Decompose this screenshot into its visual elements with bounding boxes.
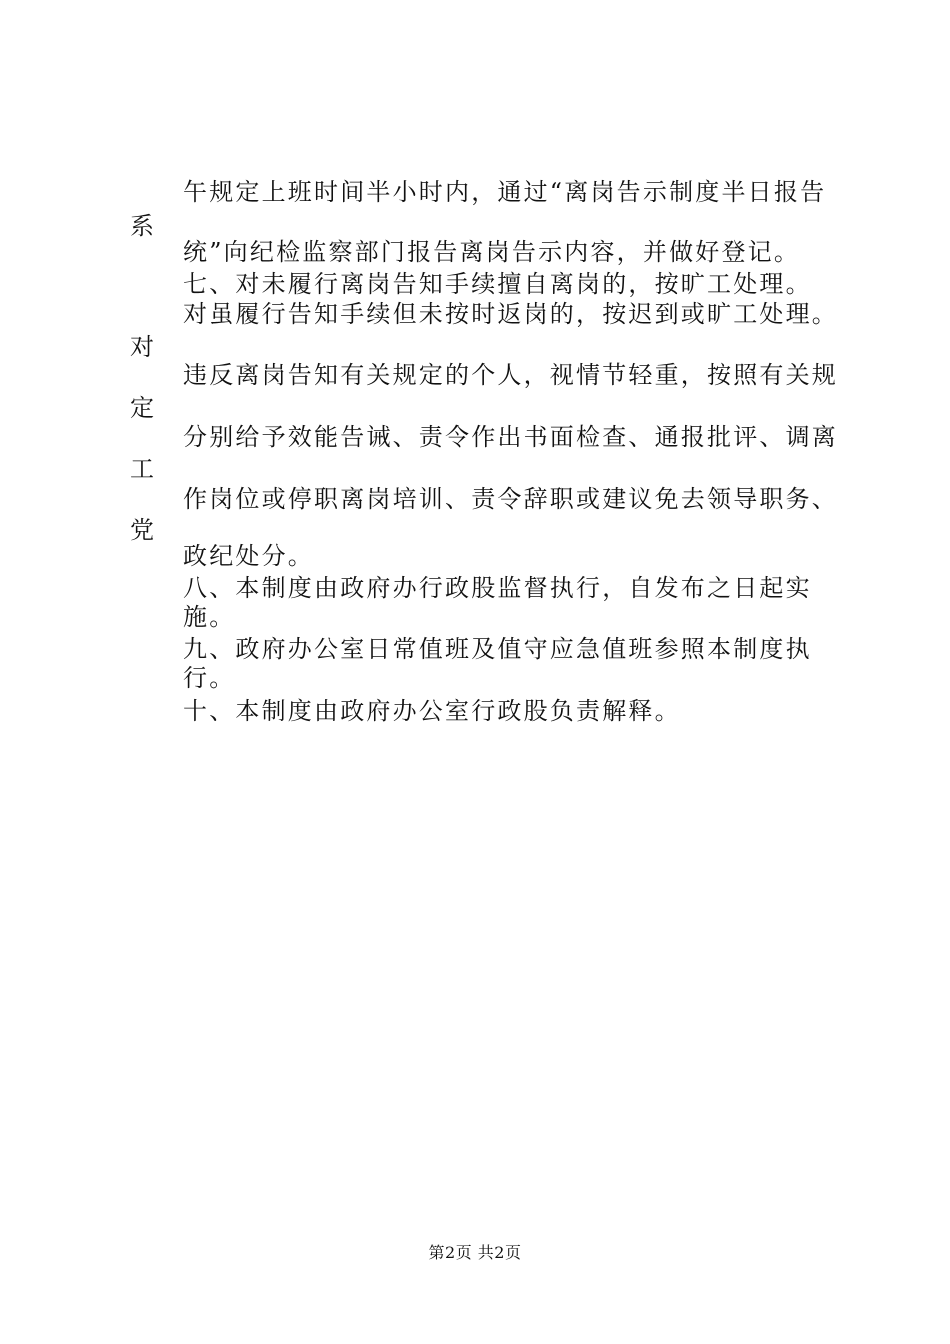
text-line: 八、本制度由政府办行政股监督执行，自发布之日起实 xyxy=(183,574,812,602)
text-line: 分别给予效能告诫、责令作出书面检查、通报批评、调离 xyxy=(183,423,838,451)
text-line: 对虽履行告知手续但未按时返岗的，按迟到或旷工处理。 xyxy=(183,300,838,328)
text-line: 施。 xyxy=(183,603,236,631)
text-line: 九、政府办公室日常值班及值守应急值班参照本制度执 xyxy=(183,635,812,663)
text-line: 作岗位或停职离岗培训、责令辞职或建议免去领导职务、 xyxy=(183,485,838,513)
text-line: 定 xyxy=(130,394,157,422)
text-line: 政纪处分。 xyxy=(183,542,314,570)
text-line: 七、对未履行离岗告知手续擅自离岗的，按旷工处理。 xyxy=(183,270,812,298)
text-line: 行。 xyxy=(183,664,236,692)
text-line: 工 xyxy=(130,455,157,483)
text-line: 统”向纪检监察部门报告离岗告示内容，并做好登记。 xyxy=(183,238,801,266)
text-line: 十、本制度由政府办公室行政股负责解释。 xyxy=(183,697,681,725)
text-line: 午规定上班时间半小时内，通过“离岗告示制度半日报告 xyxy=(183,178,827,206)
text-line: 党 xyxy=(130,516,157,544)
page-number-footer: 第2页 共2页 xyxy=(428,1243,522,1262)
text-line: 系 xyxy=(130,212,157,240)
text-line: 违反离岗告知有关规定的个人，视情节轻重，按照有关规 xyxy=(183,361,838,389)
text-line: 对 xyxy=(130,333,157,361)
